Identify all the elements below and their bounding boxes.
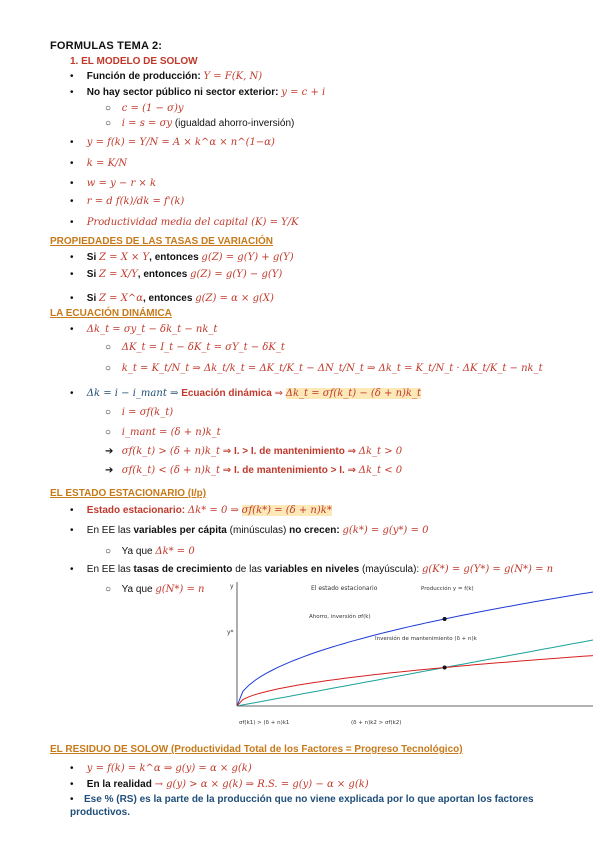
circle-bullet-icon: ○	[105, 546, 112, 557]
circle-bullet-icon: ○	[105, 584, 112, 595]
sub-maintenance-investment: ○ i_mant = (δ + n)k_t	[105, 427, 221, 438]
sub-because-gn: ○ Ya que g(N*) = n	[105, 584, 205, 595]
bullet-power-rule: • Si Z = X^α, entonces g(Z) = α × g(X)	[70, 293, 274, 304]
implication-decline: ➔ σf(k_t) < (δ + n)k_t ⇒ I. de mantenimiento > I. ⇒ Δk_t < 0	[105, 465, 403, 476]
bullet-interest-rate: • r = d f(k)/dk = f'(k)	[70, 196, 185, 207]
bullet-icon: •	[70, 525, 74, 536]
bullet-no-public-sector: • No hay sector público ni sector exterior: y = c + i	[70, 87, 326, 98]
arrow-right-icon: ➔	[105, 465, 114, 476]
bullet-icon: •	[70, 564, 74, 575]
circle-bullet-icon: ○	[105, 342, 112, 353]
bullet-per-capita-no-growth: • En EE las variables per cápita (minúsculas) no crecen: g(k*) = g(y*) = 0	[70, 525, 429, 536]
bullet-icon: •	[70, 794, 74, 805]
sub-because-delta-k: ○ Ya que Δk* = 0	[105, 546, 195, 557]
bullet-icon: •	[70, 158, 74, 169]
bullet-production-function: • Función de producción: Y = F(K, N)	[70, 71, 263, 82]
maintenance-line	[237, 640, 593, 706]
bullet-icon: •	[70, 763, 74, 774]
sub-investment: ○ i = σf(k_t)	[105, 407, 174, 418]
bullet-icon: •	[70, 196, 74, 207]
chart-title: El estado estacionario	[311, 585, 378, 592]
maintenance-label: Inversión de mantenimiento (δ + n)k	[375, 636, 477, 642]
high-k-annotation: (δ + n)k2 > σf(k2)	[351, 720, 402, 726]
steady-state-point	[443, 666, 447, 670]
section-solow-heading: 1. EL MODELO DE SOLOW	[70, 56, 198, 67]
bullet-residual-meaning: • Ese % (RS) es la parte de la producción que no viene explicada por lo que aportan los factores productivos.	[70, 794, 534, 818]
bullet-icon: •	[70, 293, 74, 304]
circle-bullet-icon: ○	[105, 363, 112, 374]
bullet-level-variables-growth: • En EE las tasas de crecimiento de las variables en niveles (mayúscula): g(K*) = g(Y*) = g(N*) = n	[70, 564, 554, 575]
bullet-icon: •	[70, 178, 74, 189]
bullet-icon: •	[70, 87, 74, 98]
page-title: FORMULAS TEMA 2:	[50, 40, 163, 52]
bullet-icon: •	[70, 779, 74, 790]
bullet-quotient-rule: • Si Z = X/Y, entonces g(Z) = g(Y) − g(Y)	[70, 269, 283, 280]
production-curve	[237, 592, 593, 706]
bullet-icon: •	[70, 324, 74, 335]
bullet-residual-derivation: • y = f(k) = k^α ⇒ g(y) = α × g(k)	[70, 763, 252, 774]
bullet-k-definition: • k = K/N	[70, 158, 128, 169]
bullet-icon: •	[70, 71, 74, 82]
sub-k-derivation: ○ k_t = K_t/N_t ⇒ Δk_t/k_t = ΔK_t/K_t − ΔN_t/N_t ⇒ Δk_t = K_t/N_t · ΔK_t/K_t − nk_t	[105, 363, 543, 374]
bullet-icon: •	[70, 505, 74, 516]
production-label: Producción y = f(k)	[421, 586, 474, 592]
bullet-icon: •	[70, 388, 74, 399]
bullet-product-rule: • Si Z = X × Y, entonces g(Z) = g(Y) + g(Y)	[70, 252, 294, 263]
y-star-label: y*	[227, 629, 234, 636]
circle-bullet-icon: ○	[105, 118, 112, 129]
bullet-wage: • w = y − r × k	[70, 178, 157, 189]
circle-bullet-icon: ○	[105, 103, 112, 114]
circle-bullet-icon: ○	[105, 427, 112, 438]
section-dynamic-equation-heading: LA ECUACIÓN DINÁMICA	[50, 308, 172, 319]
sub-saving-investment: ○ i = s = σy (igualdad ahorro-inversión)	[105, 118, 295, 129]
bullet-dynamic-equation: • Δk = i − i_mant ⇒ Ecuación dinámica ⇒ Δk_t = σf(k_t) − (δ + n)k_t	[70, 388, 421, 399]
steady-state-output-point	[443, 617, 447, 621]
bullet-icon: •	[70, 217, 74, 228]
sub-consumption: ○ c = (1 − σ)y	[105, 103, 184, 114]
circle-bullet-icon: ○	[105, 407, 112, 418]
bullet-icon: •	[70, 137, 74, 148]
saving-annotation: Ahorro, inversión σf(k)	[309, 614, 371, 620]
steady-state-chart	[225, 578, 595, 738]
saving-curve	[237, 656, 593, 706]
bullet-per-capita-production: • y = f(k) = Y/N = A × k^α × n^(1−α)	[70, 137, 275, 148]
bullet-icon: •	[70, 269, 74, 280]
low-k-annotation: σf(k1) > (δ + n)k1	[239, 720, 290, 726]
bullet-icon: •	[70, 252, 74, 263]
section-solow-residual-heading: EL RESIDUO DE SOLOW (Productividad Total de los Factores = Progreso Tecnológico)	[50, 744, 463, 755]
bullet-delta-k: • Δk_t = σy_t − δk_t − nk_t	[70, 324, 218, 335]
sub-delta-capital: ○ ΔK_t = I_t − δK_t = σY_t − δK_t	[105, 342, 285, 353]
bullet-in-reality: • En la realidad → g(y) > α × g(k) ⇒ R.S. = g(y) − α × g(k)	[70, 779, 369, 790]
bullet-steady-state: • Estado estacionario: Δk* = 0 ⇒ σf(k*) = (δ + n)k*	[70, 505, 332, 516]
section-steady-state-heading: EL ESTADO ESTACIONARIO (I/p)	[50, 488, 207, 499]
implication-growth: ➔ σf(k_t) > (δ + n)k_t ⇒ I. > I. de mantenimiento ⇒ Δk_t > 0	[105, 446, 403, 457]
section-growth-rates-heading: PROPIEDADES DE LAS TASAS DE VARIACIÓN	[50, 236, 273, 247]
y-axis-label: y	[230, 583, 234, 590]
arrow-right-icon: ➔	[105, 446, 114, 457]
bullet-capital-productivity: • Productividad media del capital (K) = Y/K	[70, 217, 299, 228]
